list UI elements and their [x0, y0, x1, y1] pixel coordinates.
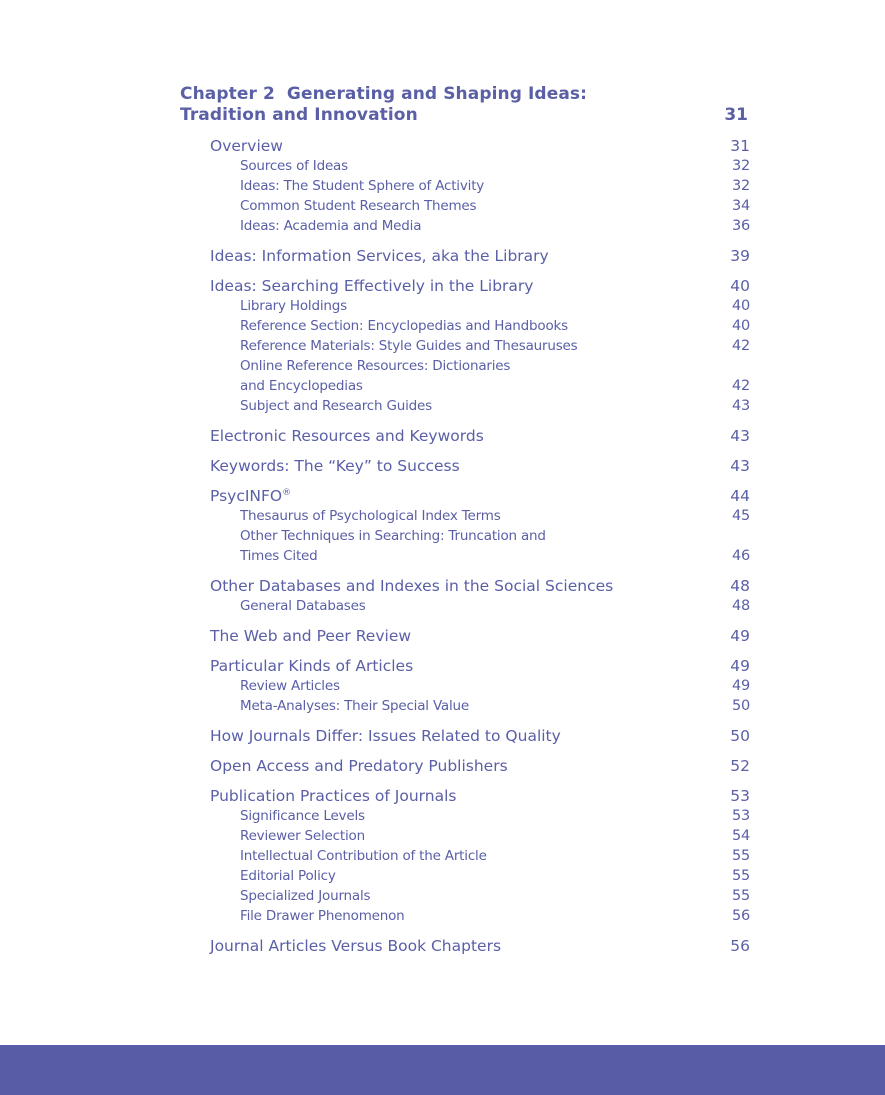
- toc-subsection[interactable]: [240, 696, 750, 716]
- toc-subsection[interactable]: [240, 396, 750, 416]
- subsection-page-number: 42: [731, 338, 750, 354]
- section-page-number: 40: [730, 277, 750, 295]
- table-of-contents: [180, 84, 750, 956]
- section-title: Open Access and Predatory Publishers: [210, 757, 508, 775]
- toc-section[interactable]: [210, 656, 750, 676]
- section-title: Ideas: Information Services, aka the Library: [210, 247, 549, 265]
- subsection-page-number: 40: [731, 298, 750, 314]
- subsection-page-number: 50: [731, 698, 750, 714]
- subsection-page-number: 49: [731, 678, 750, 694]
- subsection-title-line: Meta-Analyses: Their Special Value: [240, 698, 470, 714]
- section-title: Journal Articles Versus Book Chapters: [210, 937, 502, 955]
- chapter-heading: [180, 84, 750, 126]
- subsection-page-number: 53: [731, 808, 750, 824]
- toc-subsection[interactable]: [240, 316, 750, 336]
- subsection-page-number: 56: [731, 908, 750, 924]
- toc-subsection[interactable]: [240, 526, 750, 566]
- section-title: PsycINFO: [210, 487, 283, 505]
- footer-band: [0, 1045, 885, 1095]
- subsection-page-number: 48: [731, 598, 750, 614]
- section-page-number: 39: [730, 247, 750, 265]
- subsection-title-line: Thesaurus of Psychological Index Terms: [240, 508, 501, 524]
- chapter-number: Chapter 2: [180, 84, 275, 104]
- section-list: [180, 136, 750, 956]
- section-page-number: 53: [730, 787, 750, 805]
- subsection-page-number: 55: [731, 848, 750, 864]
- section-page-number: 52: [730, 757, 750, 775]
- section-page-number: 48: [730, 577, 750, 595]
- section-title: The Web and Peer Review: [210, 627, 412, 645]
- subsection-title-line: Common Student Research Themes: [240, 198, 477, 214]
- chapter-page-number: 31: [724, 105, 748, 125]
- subsection-title-line: and Encyclopedias: [240, 378, 363, 394]
- toc-subsection[interactable]: [240, 846, 750, 866]
- subsection-title-line: Reviewer Selection: [240, 828, 365, 844]
- toc-subsection[interactable]: [240, 296, 750, 316]
- subsection-title-line: Editorial Policy: [240, 868, 336, 884]
- toc-subsection[interactable]: [240, 336, 750, 356]
- toc-section[interactable]: [210, 426, 750, 446]
- toc-section[interactable]: [210, 936, 750, 956]
- toc-section[interactable]: [210, 456, 750, 476]
- toc-subsection[interactable]: [240, 866, 750, 886]
- section-page-number: 31: [730, 137, 750, 155]
- toc-section[interactable]: [210, 626, 750, 646]
- section-title: Keywords: The “Key” to Success: [210, 457, 460, 475]
- subsection-page-number: 40: [731, 318, 750, 334]
- section-page-number: 44: [730, 487, 750, 505]
- toc-subsection[interactable]: [240, 826, 750, 846]
- subsection-page-number: 55: [731, 868, 750, 884]
- toc-section[interactable]: [210, 786, 750, 806]
- subsection-title-line: Intellectual Contribution of the Article: [240, 848, 487, 864]
- subsection-title-line: Library Holdings: [240, 298, 347, 314]
- subsection-page-number: 42: [731, 378, 750, 394]
- section-title: Other Databases and Indexes in the Social Sciences: [210, 577, 614, 595]
- subsection-title-line: Sources of Ideas: [240, 158, 348, 174]
- subsection-title-line: Times Cited: [240, 548, 318, 564]
- toc-section[interactable]: [210, 756, 750, 776]
- toc-subsection[interactable]: [240, 676, 750, 696]
- subsection-title-line: Other Techniques in Searching: Truncation and: [240, 528, 546, 544]
- section-title: Publication Practices of Journals: [210, 787, 457, 805]
- section-page-number: 49: [730, 657, 750, 675]
- toc-subsection[interactable]: [240, 596, 750, 616]
- section-page-number: 50: [730, 727, 750, 745]
- section-title: Overview: [210, 137, 283, 155]
- subsection-title-line: Subject and Research Guides: [240, 398, 432, 414]
- subsection-page-number: 34: [731, 198, 750, 214]
- toc-section[interactable]: [210, 246, 750, 266]
- toc-section[interactable]: [210, 486, 750, 506]
- section-page-number: 43: [730, 457, 750, 475]
- toc-section[interactable]: [210, 576, 750, 596]
- section-title: Particular Kinds of Articles: [210, 657, 414, 675]
- subsection-title-line: Significance Levels: [240, 808, 365, 824]
- subsection-title-line: Online Reference Resources: Dictionaries: [240, 358, 511, 374]
- chapter-title-part1: Generating and Shaping Ideas:: [286, 84, 588, 104]
- subsection-title-line: Reference Materials: Style Guides and Thesauruses: [240, 338, 578, 354]
- subsection-page-number: 54: [731, 828, 750, 844]
- toc-subsection[interactable]: [240, 196, 750, 216]
- chapter-title-line2: Tradition and Innovation: [180, 105, 418, 125]
- section-title: Ideas: Searching Effectively in the Library: [210, 277, 534, 295]
- toc-section[interactable]: [210, 726, 750, 746]
- subsection-page-number: 45: [731, 508, 750, 524]
- subsection-page-number: 46: [731, 548, 750, 564]
- toc-subsection[interactable]: [240, 176, 750, 196]
- subsection-page-number: 43: [731, 398, 750, 414]
- toc-subsection[interactable]: [240, 906, 750, 926]
- toc-subsection[interactable]: [240, 806, 750, 826]
- subsection-title-line: Reference Section: Encyclopedias and Handbooks: [240, 318, 568, 334]
- toc-subsection[interactable]: [240, 506, 750, 526]
- section-page-number: 56: [730, 937, 750, 955]
- registered-mark: ®: [282, 488, 292, 498]
- section-page-number: 43: [730, 427, 750, 445]
- subsection-page-number: 55: [731, 888, 750, 904]
- toc-subsection[interactable]: [240, 886, 750, 906]
- subsection-page-number: 36: [731, 218, 750, 234]
- toc-subsection[interactable]: [240, 216, 750, 236]
- subsection-title-line: Ideas: Academia and Media: [240, 218, 422, 234]
- subsection-page-number: 32: [731, 158, 750, 174]
- subsection-title-line: Review Articles: [240, 678, 340, 694]
- toc-section[interactable]: [210, 136, 750, 156]
- subsection-title-line: File Drawer Phenomenon: [240, 908, 405, 924]
- toc-section[interactable]: [210, 276, 750, 296]
- section-title: How Journals Differ: Issues Related to Quality: [210, 727, 561, 745]
- subsection-title-line: General Databases: [240, 598, 366, 614]
- section-title: Electronic Resources and Keywords: [210, 427, 484, 445]
- subsection-title-line: Ideas: The Student Sphere of Activity: [240, 178, 485, 194]
- section-page-number: 49: [730, 627, 750, 645]
- chapter-title-line1: [180, 84, 750, 105]
- subsection-page-number: 32: [731, 178, 750, 194]
- toc-subsection[interactable]: [240, 356, 750, 396]
- toc-subsection[interactable]: [240, 156, 750, 176]
- subsection-title-line: Specialized Journals: [240, 888, 371, 904]
